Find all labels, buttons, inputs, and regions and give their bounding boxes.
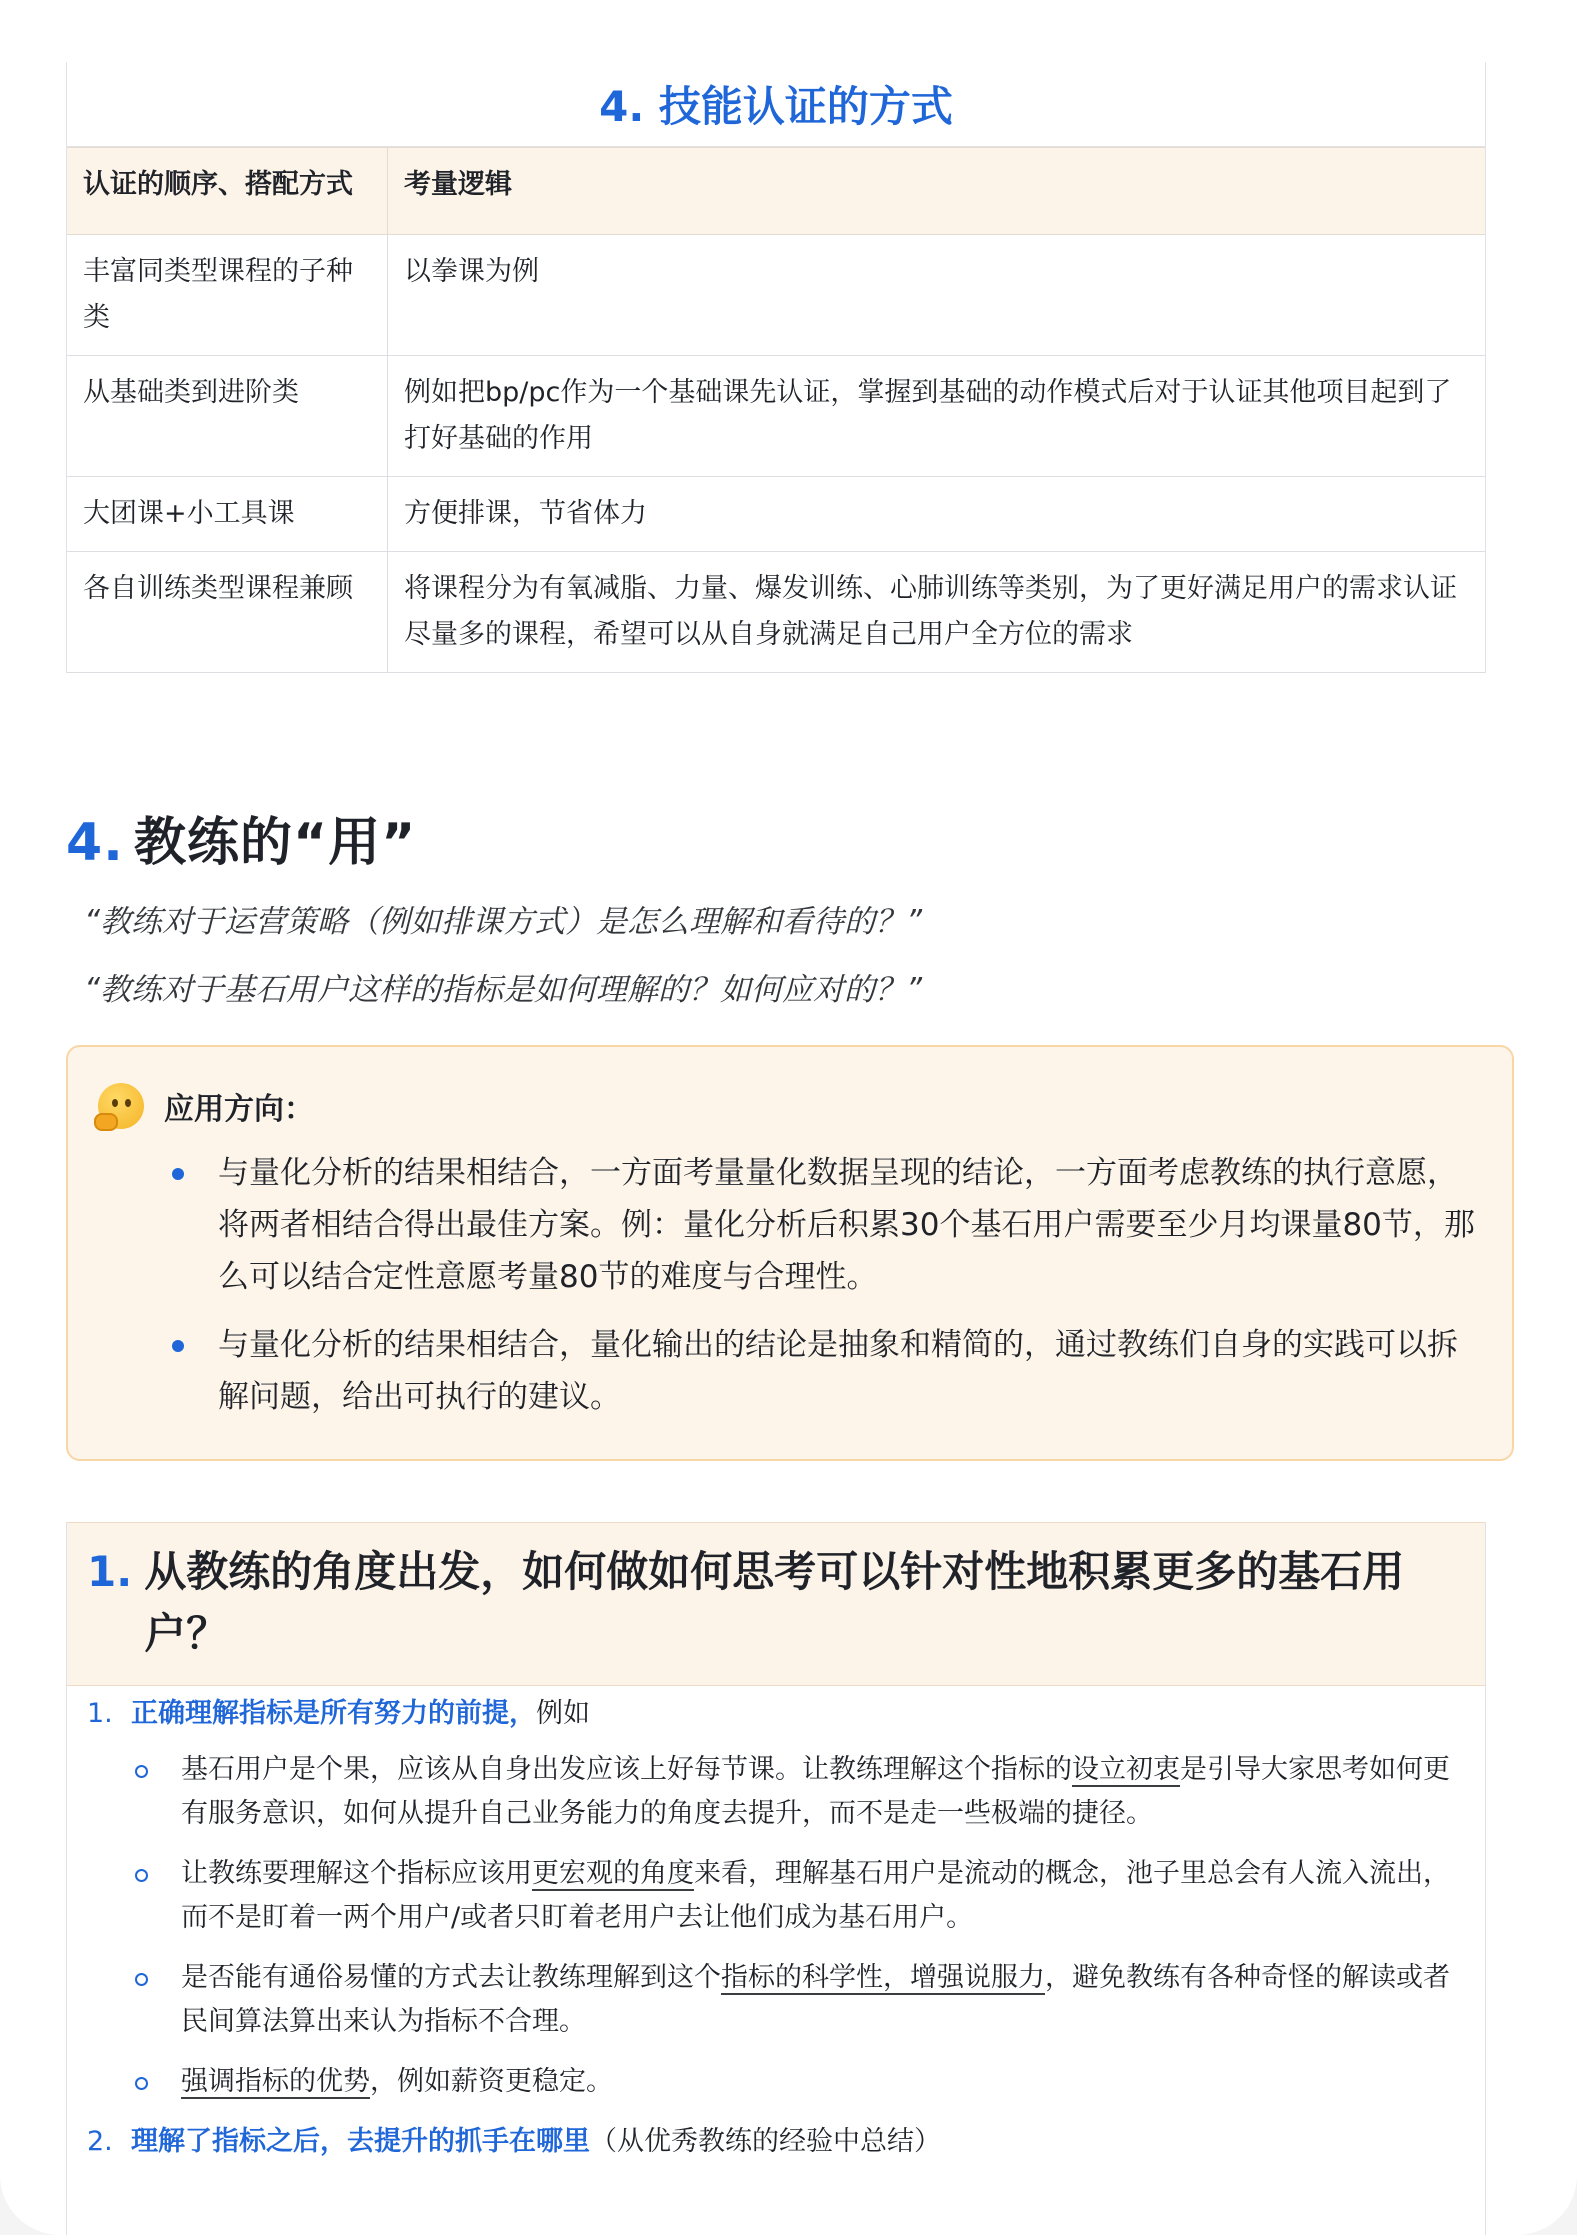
ordered-list (87, 1692, 1467, 2164)
list-item-number: 1. (87, 1698, 113, 1729)
underlined-text: 指标的科学性，增强说服力 (721, 1962, 1045, 1993)
list-item-strong: 理解了指标之后，去提升的抓手在哪里 (131, 2126, 590, 2157)
sub-list-item (135, 1956, 1467, 2044)
underlined-text: 更宏观的角度 (532, 1858, 694, 1889)
callout-list-item: 与量化分析的结果相结合，量化输出的结论是抽象和精简的，通过教练们自身的实践可以拆解问题，给出可执行的建议。 (172, 1319, 1482, 1423)
sub-text: ，例如薪资更稳定。 (370, 2066, 613, 2097)
table-cell: 例如把bp/pc作为一个基础课先认证，掌握到基础的动作模式后对于认证其他项目起到了打好基础的作用 (388, 356, 1486, 477)
table-cell: 将课程分为有氧减脂、力量、爆发训练、心肺训练等类别，为了更好满足用户的需求认证尽量多的课程，希望可以从自身就满足自己用户全方位的需求 (388, 552, 1486, 673)
thinking-face-icon (98, 1083, 144, 1129)
question-title: 从教练的角度出发，如何做如何思考可以针对性地积累更多的基石用户？ (144, 1547, 1405, 1658)
list-item-text: （从优秀教练的经验中总结） (590, 2126, 941, 2157)
sub-list-item (135, 1852, 1467, 1940)
quote-line: “教练对于运营策略（例如排课方式）是怎么理解和看待的？” (84, 904, 923, 940)
callout-list (172, 1147, 1482, 1439)
table-cell: 大团课+小工具课 (67, 477, 388, 552)
quote-line: “教练对于基石用户这样的指标是如何理解的？如何应对的？” (84, 972, 923, 1008)
sub-text: ，避免教练有各种奇怪的解读或者民间算法算出来认为指标不合理。 (181, 1962, 1450, 2037)
callout-box (66, 1045, 1514, 1461)
question-card (66, 1522, 1486, 2235)
list-item (87, 2120, 1467, 2164)
table-header-row (67, 148, 1485, 235)
sub-list-item (135, 2060, 1467, 2104)
skills-table-title: 4. 技能认证的方式 (67, 62, 1485, 147)
sub-list (87, 1748, 1467, 2104)
table-row (67, 477, 1485, 552)
sub-text: 是否能有通俗易懂的方式去让教练理解到这个 (181, 1962, 721, 1993)
list-item (87, 1692, 1467, 1736)
sub-text: 来看，理解基石用户是流动的概念，池子里总会有人流入流出，而不是盯着一两个用户/或者只盯着老用户去让他们成为基石用户。 (181, 1858, 1450, 1933)
section-heading (66, 800, 416, 875)
callout-title: 应用方向： (164, 1092, 314, 1127)
section-number: 4. (66, 813, 124, 873)
callout-list-item: 与量化分析的结果相结合，一方面考量量化数据呈现的结论，一方面考虑教练的执行意愿，将两者相结合得出最佳方案。例：量化分析后积累30个基石用户需要至少月均课量80节，那么可以结合定性意愿考量80节的难度与合理性。 (172, 1147, 1482, 1303)
skills-table-card (66, 62, 1486, 673)
list-item-text: 例如 (536, 1698, 590, 1729)
list-item-number: 2. (87, 2126, 113, 2157)
underlined-text: 设立初衷 (1072, 1754, 1180, 1785)
callout-header (98, 1083, 314, 1129)
underlined-text: 强调指标的优势 (181, 2066, 370, 2097)
table-cell: 各自训练类型课程兼顾 (67, 552, 388, 673)
sub-text: 是引导大家思考如何更有服务意识，如何从提升自己业务能力的角度去提升，而不是走一些极端的捷径。 (181, 1754, 1450, 1829)
table-row (67, 356, 1485, 477)
table-cell: 丰富同类型课程的子种类 (67, 235, 388, 356)
question-card-header (67, 1522, 1485, 1686)
table-header-cell: 考量逻辑 (388, 148, 1486, 235)
section-title: 教练的“用” (133, 813, 417, 873)
table-row (67, 235, 1485, 356)
table-cell: 方便排课，节省体力 (388, 477, 1486, 552)
list-item-strong: 正确理解指标是所有努力的前提， (131, 1698, 536, 1729)
table-cell: 以拳课为例 (388, 235, 1486, 356)
skills-table (67, 147, 1485, 673)
sub-list-item (135, 1748, 1467, 1836)
table-cell: 从基础类到进阶类 (67, 356, 388, 477)
table-row (67, 552, 1485, 673)
sub-text: 让教练要理解这个指标应该用 (181, 1858, 532, 1889)
table-header-cell: 认证的顺序、搭配方式 (67, 148, 388, 235)
question-number: 1. (87, 1547, 133, 1596)
sub-text: 基石用户是个果，应该从自身出发应该上好每节课。让教练理解这个指标的 (181, 1754, 1072, 1785)
